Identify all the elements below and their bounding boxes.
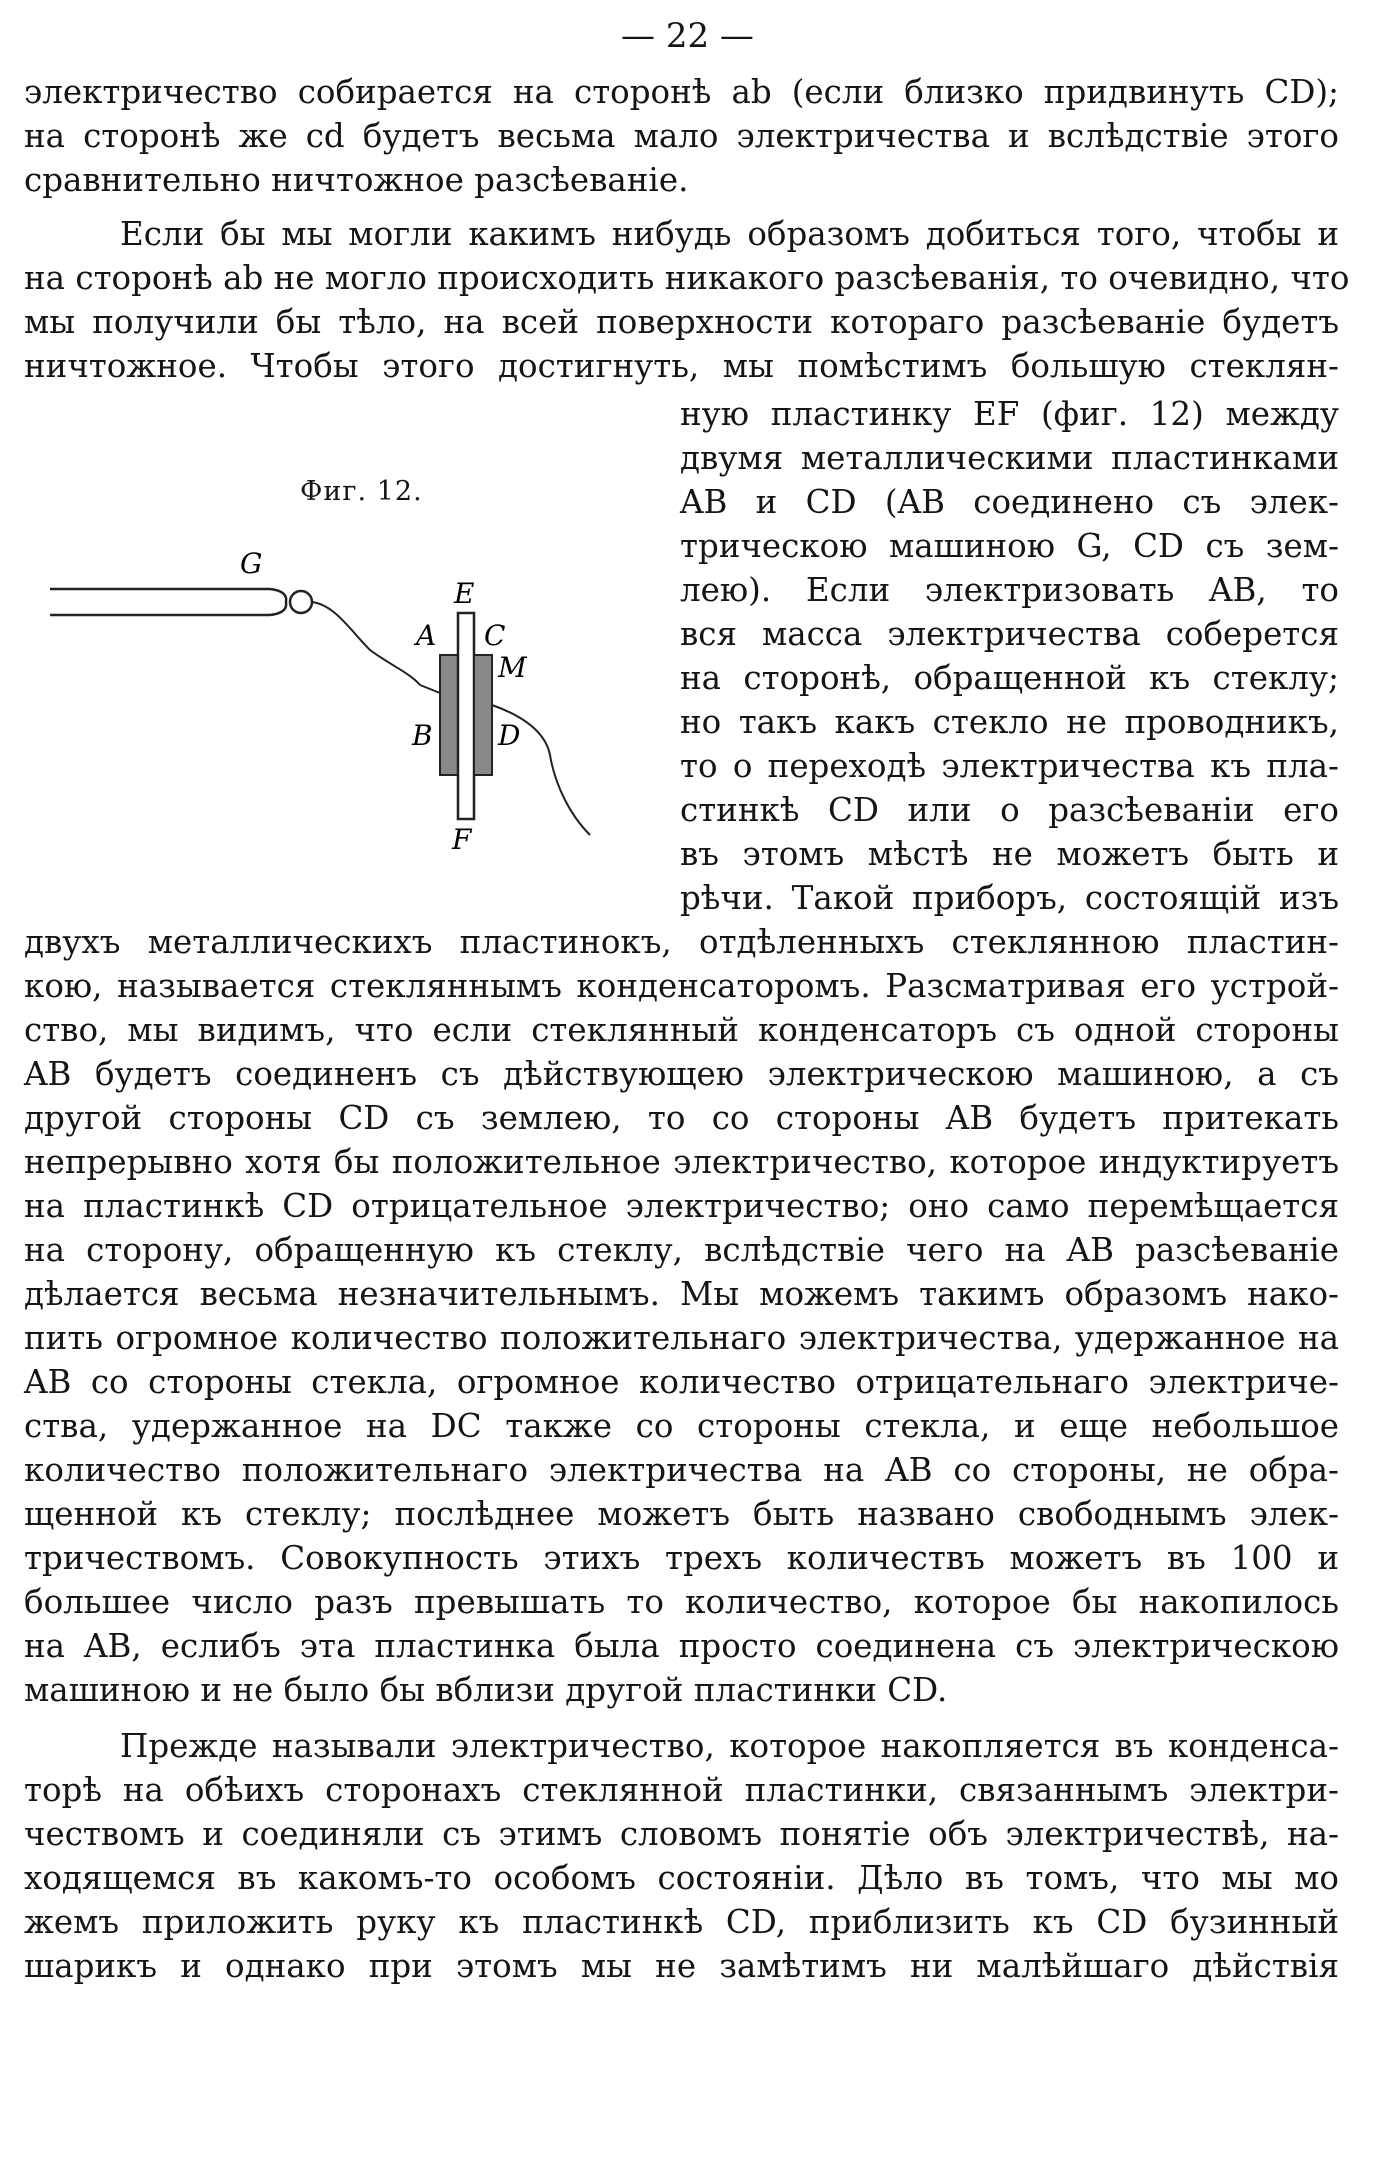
text-line-16: то о переходѣ электричества къ пла- xyxy=(680,747,1339,785)
text-line-26: на пластинкѣ CD отрицательное электричество; оно само перемѣщается xyxy=(24,1187,1339,1225)
text-line-38: Прежде называли электричество, которое накопляется въ конденса- xyxy=(120,1727,1339,1765)
text-line-23: AB будетъ соединенъ съ дѣйствующею электрическою машиною, а съ xyxy=(24,1055,1339,1093)
text-line-27: на сторону, обращенную къ стеклу, вслѣдствіе чего на AB разсѣеваніе xyxy=(24,1231,1339,1269)
text-line-6: мы получили бы тѣло, на всей поверхности котораго разсѣеваніе будетъ xyxy=(24,303,1339,341)
text-line-19: рѣчи. Такой приборъ, состоящій изъ xyxy=(680,879,1339,917)
text-line-2: на сторонѣ же cd будетъ весьма мало электричества и вслѣдствіе этого xyxy=(24,117,1339,155)
text-line-24: другой стороны CD съ землею, то со стороны AB будетъ притекать xyxy=(24,1099,1339,1137)
text-line-1: электричество собирается на сторонѣ ab (если близко придвинуть CD); xyxy=(24,73,1339,111)
text-line-43: шарикъ и однако при этомъ мы не замѣтимъ ни малѣйшаго дѣйствія xyxy=(24,1947,1339,1985)
text-line-33: щенной къ стеклу; послѣднее можетъ быть названо свободнымъ элек- xyxy=(24,1495,1339,1533)
text-line-15: но такъ какъ стекло не проводникъ, xyxy=(680,703,1339,741)
text-line-11: трическою машиною G, CD съ зем- xyxy=(680,527,1339,565)
figure-caption: Фиг. 12. xyxy=(300,476,423,507)
text-line-35: большее число разъ превышать то количество, которое бы накопилось xyxy=(24,1583,1339,1621)
text-line-9: двумя металлическими пластинками xyxy=(680,439,1339,477)
plate-ab xyxy=(440,655,458,775)
text-line-8: ную пластинку EF (фиг. 12) между xyxy=(680,395,1339,433)
text-line-28: дѣлается весьма незначительнымъ. Мы можемъ такимъ образомъ нако- xyxy=(24,1275,1339,1313)
text-line-20: двухъ металлическихъ пластинокъ, отдѣленныхъ стеклянною пластин- xyxy=(24,923,1339,961)
text-line-18: въ этомъ мѣстѣ не можетъ быть и xyxy=(680,835,1339,873)
label-g: G xyxy=(240,547,263,580)
text-line-29: пить огромное количество положительнаго электричества, удержанное на xyxy=(24,1319,1339,1357)
page-number: — 22 — xyxy=(621,16,754,56)
label-f: F xyxy=(452,823,472,856)
text-line-22: ство, мы видимъ, что если стеклянный конденсаторъ съ одной стороны xyxy=(24,1011,1339,1049)
text-line-17: стинкѣ CD или о разсѣеваніи его xyxy=(680,791,1339,829)
text-line-42: жемъ приложить руку къ пластинкѣ CD, приблизить къ CD бузинный xyxy=(24,1903,1339,1941)
text-line-34: тричествомъ. Совокупность этихъ трехъ количествъ можетъ въ 100 и xyxy=(24,1539,1339,1577)
text-line-3: сравнительно ничтожное разсѣеваніе. xyxy=(24,161,689,199)
text-line-12: лею). Если электризовать AB, то xyxy=(680,571,1339,609)
text-line-13: вся масса электричества соберется xyxy=(680,615,1339,653)
text-line-40: чествомъ и соединяли съ этимъ словомъ понятіе объ электричествѣ, на- xyxy=(24,1815,1339,1853)
text-line-32: количество положительнаго электричества на AB со стороны, не обра- xyxy=(24,1451,1339,1489)
text-line-30: AB со стороны стекла, огромное количество отрицательнаго электриче- xyxy=(24,1363,1339,1401)
plate-cd xyxy=(474,655,492,775)
glass-plate-ef xyxy=(458,613,474,819)
label-c: C xyxy=(484,619,506,652)
text-line-36: на AB, еслибъ эта пластинка была просто соединена съ электрическою xyxy=(24,1627,1339,1665)
text-line-21: кою, называется стекляннымъ конденсаторомъ. Разсматривая его устрой- xyxy=(24,967,1339,1005)
label-m: M xyxy=(498,651,527,684)
label-e: E xyxy=(454,577,475,610)
text-line-4: Если бы мы могли какимъ нибудь образомъ добиться того, чтобы и xyxy=(120,215,1339,253)
text-line-37: машиною и не было бы вблизи другой пластинки CD. xyxy=(24,1671,948,1709)
label-d: D xyxy=(498,719,521,752)
machine-ball xyxy=(290,591,312,613)
text-line-5: на сторонѣ ab не могло происходить никакого разсѣеванія, то очевидно, что xyxy=(24,259,1350,297)
label-b: B xyxy=(412,719,433,752)
text-line-31: ства, удержанное на DC также со стороны стекла, и еще небольшое xyxy=(24,1407,1339,1445)
text-line-39: торѣ на обѣихъ сторонахъ стеклянной пластинки, связаннымъ электри- xyxy=(24,1771,1339,1809)
text-line-25: непрерывно хотя бы положительное электричество, которое индуктируетъ xyxy=(24,1143,1339,1181)
label-a: A xyxy=(416,619,437,652)
text-line-14: на сторонѣ, обращенной къ стеклу; xyxy=(680,659,1339,697)
text-line-10: AB и CD (AB соединено съ элек- xyxy=(680,483,1339,521)
text-line-41: ходящемся въ какомъ-то особомъ состояніи. Дѣло въ томъ, что мы мо xyxy=(24,1859,1339,1897)
condenser-figure xyxy=(50,545,650,865)
text-line-7: ничтожное. Чтобы этого достигнуть, мы помѣстимъ большую стеклян- xyxy=(24,347,1339,385)
